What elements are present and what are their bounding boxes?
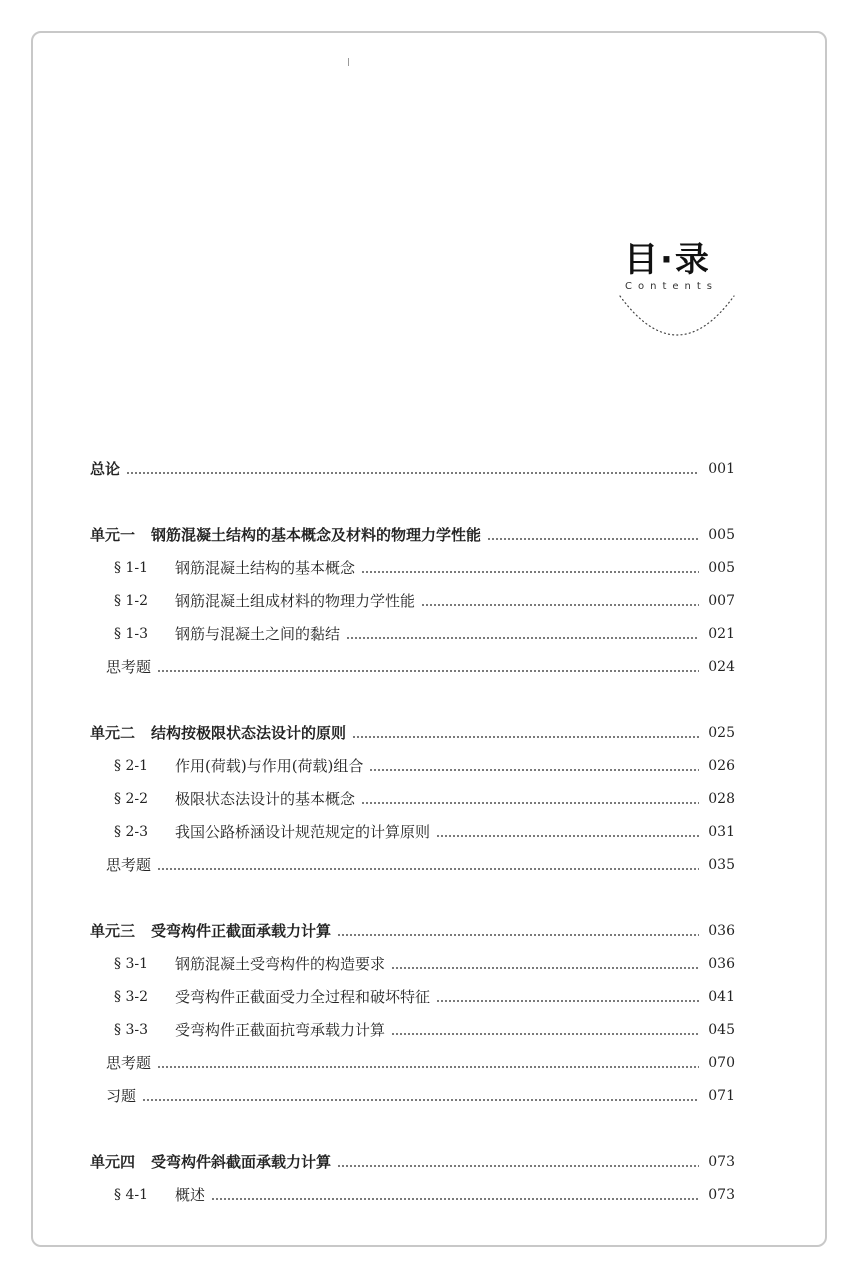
- toc-entry-title: 钢筋与混凝土之间的黏结: [175, 625, 341, 643]
- toc-entry-title: 极限状态法设计的基本概念: [175, 790, 356, 808]
- toc-entry-unit[interactable]: [90, 719, 735, 743]
- toc-entry-title: 受弯构件正截面受力全过程和破坏特征: [175, 988, 431, 1006]
- dot-leader: [487, 538, 699, 540]
- toc-entry-section[interactable]: [114, 554, 735, 578]
- dot-leader: [346, 637, 699, 639]
- dot-leader: [361, 571, 699, 573]
- toc-entry-title: 钢筋混凝土受弯构件的构造要求: [175, 955, 386, 973]
- dot-leader: [391, 1033, 699, 1035]
- print-mark: [348, 58, 349, 66]
- page-number: 028: [708, 791, 735, 807]
- toc-entry-label: [175, 756, 363, 776]
- section-number: § 1-3: [114, 626, 148, 642]
- dot-leader: [436, 1000, 699, 1002]
- toc-entry-title: 思考题: [106, 856, 152, 874]
- page-number: 021: [708, 626, 735, 642]
- dotted-arc-ornament: [616, 282, 738, 342]
- toc-entry-label: [175, 954, 385, 974]
- toc-entry-label: [175, 1185, 205, 1205]
- page-number: 035: [708, 857, 735, 873]
- dot-leader: [361, 802, 699, 804]
- toc-entry-section[interactable]: [114, 587, 735, 611]
- section-number: § 1-1: [114, 560, 148, 576]
- toc-entry-section[interactable]: [114, 818, 735, 842]
- dot-leader: [157, 868, 699, 870]
- page-number: 007: [708, 593, 735, 609]
- dot-leader: [352, 736, 699, 738]
- toc-entry-title: 钢筋混凝土结构的基本概念: [175, 559, 356, 577]
- toc-entry-title: 受弯构件正截面抗弯承载力计算: [175, 1021, 386, 1039]
- toc-entry-title: 作用(荷载)与作用(荷载)组合: [175, 757, 364, 775]
- dot-leader: [421, 604, 699, 606]
- toc-entry-title: 思考题: [106, 658, 152, 676]
- toc-entry-title: 受弯构件正截面承载力计算: [151, 922, 332, 940]
- toc-entry-misc[interactable]: [106, 851, 735, 875]
- toc-entry-label: [175, 987, 430, 1007]
- dot-leader: [337, 1165, 699, 1167]
- dot-leader: [436, 835, 699, 837]
- page-number: 036: [708, 956, 735, 972]
- toc-entry-title: 概述: [175, 1186, 206, 1204]
- toc-entry-unit[interactable]: [90, 521, 735, 545]
- toc-entry-section[interactable]: [114, 1016, 735, 1040]
- toc-entry-label: [106, 657, 151, 677]
- toc-entry-label: [106, 1086, 136, 1106]
- toc-entry-title: 总论: [90, 460, 121, 478]
- toc-entry-misc[interactable]: [106, 653, 735, 677]
- page-number: 025: [708, 725, 735, 741]
- toc-entry-title: 钢筋混凝土结构的基本概念及材料的物理力学性能: [151, 526, 482, 544]
- page-number: 024: [708, 659, 735, 675]
- toc-entry-title: 结构按极限状态法设计的原则: [151, 724, 347, 742]
- dot-leader: [126, 472, 699, 474]
- page-number: 031: [708, 824, 735, 840]
- unit-number: 单元三: [90, 922, 136, 940]
- page-number: 041: [708, 989, 735, 1005]
- toc-entry-label: [90, 1152, 331, 1172]
- section-number: § 2-2: [114, 791, 148, 807]
- toc-entry-label: [175, 822, 430, 842]
- dot-leader: [157, 670, 699, 672]
- toc-entry-label: [90, 459, 120, 479]
- page-number: 005: [708, 560, 735, 576]
- section-number: § 2-1: [114, 758, 148, 774]
- toc-entry-title: 思考题: [106, 1054, 152, 1072]
- toc-entry-section[interactable]: [114, 785, 735, 809]
- section-number: § 4-1: [114, 1187, 148, 1203]
- page-number: 036: [708, 923, 735, 939]
- toc-entry-label: [90, 525, 481, 545]
- page-number: 073: [708, 1187, 735, 1203]
- unit-number: 单元四: [90, 1153, 136, 1171]
- toc-entry-label: [106, 855, 151, 875]
- dot-leader: [337, 934, 699, 936]
- toc-entry-title: 钢筋混凝土组成材料的物理力学性能: [175, 592, 416, 610]
- page-number: 070: [708, 1055, 735, 1071]
- toc-entry-label: [175, 624, 340, 644]
- toc-entry-unit[interactable]: [90, 455, 735, 479]
- toc-entry-section[interactable]: [114, 620, 735, 644]
- toc-entry-section[interactable]: [114, 1181, 735, 1205]
- section-number: § 3-1: [114, 956, 148, 972]
- toc-entry-label: [175, 558, 355, 578]
- toc-entry-section[interactable]: [114, 950, 735, 974]
- toc-entry-label: [90, 723, 346, 743]
- page-number: 071: [708, 1088, 735, 1104]
- page-subtitle: Contents: [625, 281, 718, 292]
- toc-entry-label: [175, 591, 415, 611]
- page-number: 073: [708, 1154, 735, 1170]
- dot-leader: [369, 769, 699, 771]
- toc-entry-label: [90, 921, 331, 941]
- page-number: 026: [708, 758, 735, 774]
- toc-entry-section[interactable]: [114, 752, 735, 776]
- toc-entry-title: 受弯构件斜截面承载力计算: [151, 1153, 332, 1171]
- section-number: § 3-2: [114, 989, 148, 1005]
- page-title: 目·录: [624, 240, 711, 280]
- toc-entry-unit[interactable]: [90, 1148, 735, 1172]
- section-number: § 2-3: [114, 824, 148, 840]
- page-number: 005: [708, 527, 735, 543]
- toc-entry-section[interactable]: [114, 983, 735, 1007]
- toc-entry-misc[interactable]: [106, 1082, 735, 1106]
- section-number: § 3-3: [114, 1022, 148, 1038]
- toc-entry-label: [175, 1020, 385, 1040]
- section-number: § 1-2: [114, 593, 148, 609]
- toc-entry-misc[interactable]: [106, 1049, 735, 1073]
- toc-entry-label: [106, 1053, 151, 1073]
- unit-number: 单元一: [90, 526, 136, 544]
- page-number: 001: [708, 461, 735, 477]
- toc-entry-title: 我国公路桥涵设计规范规定的计算原则: [175, 823, 431, 841]
- toc-entry-title: 习题: [106, 1087, 137, 1105]
- dot-leader: [211, 1198, 699, 1200]
- toc-entry-label: [175, 789, 355, 809]
- page-number: 045: [708, 1022, 735, 1038]
- toc-entry-unit[interactable]: [90, 917, 735, 941]
- dot-leader: [142, 1099, 699, 1101]
- dot-leader: [391, 967, 699, 969]
- unit-number: 单元二: [90, 724, 136, 742]
- dot-leader: [157, 1066, 699, 1068]
